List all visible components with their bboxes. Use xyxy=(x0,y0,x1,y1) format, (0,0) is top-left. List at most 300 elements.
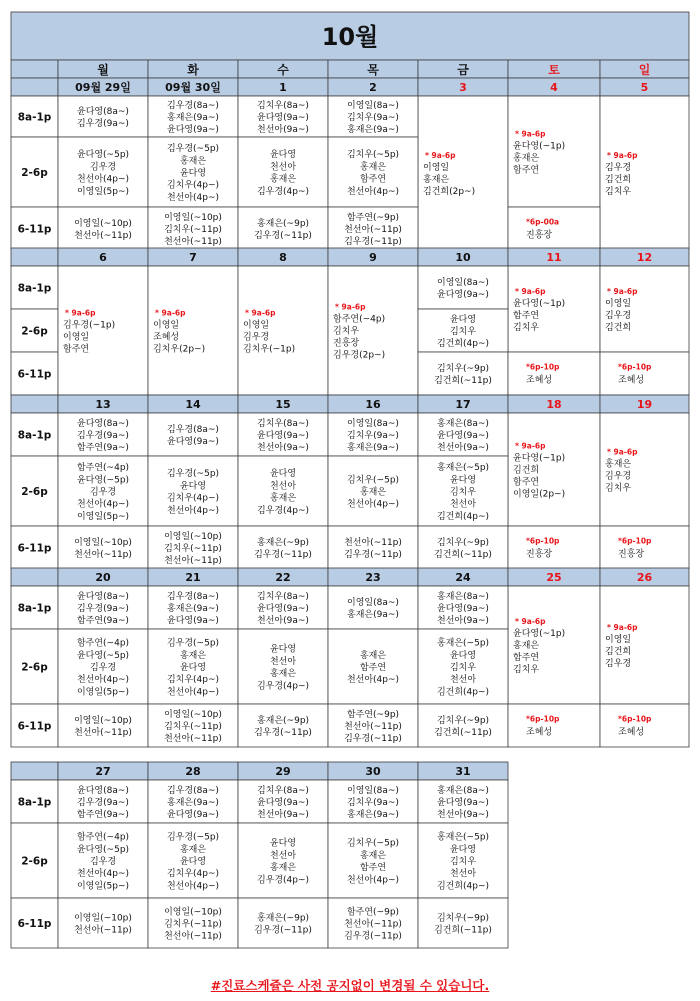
doctor-name: 김치우 xyxy=(449,487,477,498)
schedule-cell xyxy=(600,704,689,747)
doctor-name: 윤다영 xyxy=(449,844,477,855)
doctor-name: 함주연(9a~) xyxy=(77,616,129,627)
date-label: 8 xyxy=(279,251,287,264)
doctor-name: 홍재은(9a~) xyxy=(167,113,219,123)
date-label: 27 xyxy=(95,765,111,778)
doctor-name: 윤다영(9a~) xyxy=(437,290,489,301)
doctor-name: 천선아(9a~) xyxy=(437,810,489,821)
doctor-name: 김우경(~11p) xyxy=(254,925,312,936)
doctor-name: 천선아(4p~) xyxy=(76,499,130,510)
doctor-name: 윤다영(9a~) xyxy=(167,810,219,821)
shift-time-note: *6p-00a xyxy=(526,217,560,227)
doctor-name: 김우경(9a~) xyxy=(77,798,129,808)
doctor-name: 천선아(4p~) xyxy=(166,192,220,203)
doctor-name: 김건희 xyxy=(513,465,540,476)
time-slot-label: 2-6p xyxy=(21,661,48,674)
date-label: 31 xyxy=(455,765,471,778)
time-slot-label: 8a-1p xyxy=(17,429,52,442)
date-label: 19 xyxy=(636,398,653,411)
date-label: 7 xyxy=(189,251,197,264)
merged-day-cell xyxy=(600,266,689,352)
doctor-name: 김치우(2p~) xyxy=(153,344,206,355)
doctor-name: 김우경 xyxy=(605,311,632,321)
doctor-name: 천선아(~11p) xyxy=(344,919,402,930)
doctor-name: 김우경(4p~) xyxy=(256,186,310,197)
shift-time-note: * 9a-6p xyxy=(607,287,638,296)
date-label: 3 xyxy=(459,81,467,94)
weekday-label: 토 xyxy=(548,63,560,77)
doctor-name: 윤다영(~1p) xyxy=(513,453,566,464)
date-label: 21 xyxy=(185,571,201,584)
doctor-name: 홍재은(~5p) xyxy=(436,832,490,843)
doctor-name: 홍재은 xyxy=(359,650,387,661)
doctor-name: 이영일(5p~) xyxy=(76,881,130,892)
shift-time-note: * 9a-6p xyxy=(335,302,366,312)
doctor-name: 김치우(4p~) xyxy=(166,180,220,191)
doctor-name: 김치우 xyxy=(513,323,540,333)
doctor-name: 홍재은 xyxy=(359,162,387,173)
doctor-name: 천선아(~11p) xyxy=(164,237,222,248)
doctor-name: 윤다영 xyxy=(179,857,207,867)
merged-day-cell xyxy=(600,586,689,704)
doctor-name: 김치우(~9p) xyxy=(436,537,490,548)
doctor-name: 김치우(8a~) xyxy=(257,591,309,602)
doctor-name: 김우경(8a~) xyxy=(167,785,219,796)
shift-time-note: * 9a-6p xyxy=(515,129,546,139)
doctor-name: 천선아(4p~) xyxy=(346,875,400,886)
doctor-name: 조혜성 xyxy=(153,332,180,343)
shift-time-note: * 9a-6p xyxy=(245,308,276,318)
weekday-label: 일 xyxy=(638,63,651,77)
date-label: 4 xyxy=(550,81,558,94)
shift-time-note: * 9a-6p xyxy=(155,308,186,318)
date-label: 17 xyxy=(455,398,471,411)
date-label: 26 xyxy=(636,571,653,584)
doctor-name: 김건희(~11p) xyxy=(434,550,492,561)
weekday-label: 금 xyxy=(457,63,469,77)
doctor-name: 함주연(9a~) xyxy=(77,443,129,454)
doctor-name: 윤다영 xyxy=(449,650,477,661)
doctor-name: 천선아(~11p) xyxy=(164,931,222,942)
doctor-name: 홍재은(~5p) xyxy=(436,638,490,649)
shift-time-note: * 9a-6p xyxy=(607,447,638,457)
doctor-name: 천선아(~11p) xyxy=(164,734,222,745)
doctor-name: 김우경(~11p) xyxy=(344,734,402,745)
doctor-name: 함주연 xyxy=(513,311,540,321)
doctor-name: 김우경(8a~) xyxy=(167,424,219,435)
notice-text: #진료스케쥴은 사전 공지없이 변경될 수 있습니다. xyxy=(210,978,490,993)
doctor-name: 천선아(9a~) xyxy=(437,616,489,627)
doctor-name: 김우경(~11p) xyxy=(344,550,402,561)
time-slot-label: 2-6p xyxy=(21,855,48,868)
doctor-name: 윤다영(~5p) xyxy=(76,844,130,855)
doctor-name: 김우경(2p~) xyxy=(333,350,386,361)
doctor-name: 이영일 xyxy=(63,332,90,343)
doctor-name: 이영일(~10p) xyxy=(164,531,222,542)
merged-day-cell xyxy=(418,96,508,250)
doctor-name: 윤다영(~1p) xyxy=(513,141,566,152)
date-label: 16 xyxy=(365,398,381,411)
doctor-name: 함주연(~4p) xyxy=(76,463,130,474)
time-slot-label: 6-11p xyxy=(17,368,52,381)
date-label: 09월 29일 xyxy=(75,81,131,94)
doctor-name: 홍재은 xyxy=(269,669,297,680)
date-label: 12 xyxy=(636,251,653,264)
doctor-name: 김우경(~11p) xyxy=(344,237,402,248)
doctor-name: 천선아 xyxy=(449,675,477,686)
doctor-name: 천선아 xyxy=(269,481,297,492)
doctor-name: 김우경(9a~) xyxy=(77,431,129,441)
doctor-name: 윤다영(9a~) xyxy=(437,798,489,808)
doctor-name: 윤다영(8a~) xyxy=(77,418,129,429)
doctor-name: 홍재은(9a~) xyxy=(347,810,399,821)
shift-time-note: *6p-10p xyxy=(618,714,652,724)
doctor-name: 김치우(9a~) xyxy=(347,798,399,808)
doctor-name: 김치우(~11p) xyxy=(164,722,222,732)
doctor-name: 윤다영(~5p) xyxy=(76,475,130,486)
doctor-name: 김우경(~5p) xyxy=(166,144,220,155)
doctor-name: 천선아(~11p) xyxy=(74,728,132,739)
date-header-blank xyxy=(11,568,58,586)
doctor-name: 천선아 xyxy=(269,656,297,667)
doctor-name: 이영일 xyxy=(243,320,270,331)
doctor-name: 김우경 xyxy=(605,163,632,173)
doctor-name: 홍재은(~9p) xyxy=(256,218,310,229)
doctor-name: 진흥장 xyxy=(618,549,645,560)
doctor-name: 김치우(~5p) xyxy=(346,838,400,849)
schedule-cell xyxy=(508,352,600,395)
doctor-name: 김우경(4p~) xyxy=(256,875,310,886)
doctor-name: 이영일(8a~) xyxy=(347,785,399,796)
doctor-name: 김우경(~11p) xyxy=(254,728,312,739)
doctor-name: 천선아(~11p) xyxy=(74,231,132,242)
doctor-name: 윤다영(9a~) xyxy=(437,431,489,441)
doctor-name: 홍재은 xyxy=(359,487,387,498)
doctor-name: 윤다영(8a~) xyxy=(77,785,129,796)
doctor-name: 홍재은(8a~) xyxy=(437,418,489,429)
doctor-name: 김우경(4p~) xyxy=(256,681,310,692)
schedule-cell xyxy=(600,352,689,395)
doctor-name: 조혜성 xyxy=(526,375,553,386)
doctor-name: 천선아(~11p) xyxy=(74,550,132,561)
date-label: 14 xyxy=(185,398,201,411)
doctor-name: 김우경(9a~) xyxy=(77,119,129,130)
doctor-name: 이영일(5p~) xyxy=(76,511,130,522)
doctor-name: 이영일(5p~) xyxy=(76,186,130,197)
doctor-name: 김치우 xyxy=(513,665,540,675)
doctor-name: 김치우(4p~) xyxy=(166,493,220,504)
date-label: 15 xyxy=(275,398,291,411)
month-title: 10월 xyxy=(321,23,379,51)
doctor-name: 홍재은(9a~) xyxy=(167,798,219,808)
doctor-name: 조혜성 xyxy=(618,375,645,386)
date-label: 10 xyxy=(455,251,471,264)
doctor-name: 홍재은 xyxy=(513,641,540,651)
doctor-name: 조혜성 xyxy=(618,727,645,738)
merged-day-cell xyxy=(508,266,600,352)
date-label: 30 xyxy=(365,765,381,778)
time-slot-label: 8a-1p xyxy=(17,796,52,809)
doctor-name: 천선아(~11p) xyxy=(344,722,402,732)
time-slot-label: 2-6p xyxy=(21,325,48,338)
doctor-name: 김건희(~11p) xyxy=(434,925,492,936)
date-label: 29 xyxy=(275,765,291,778)
doctor-name: 함주연 xyxy=(359,174,387,185)
date-label: 6 xyxy=(99,251,107,264)
doctor-name: 김치우(8a~) xyxy=(257,100,309,111)
doctor-name: 김건희 xyxy=(605,647,632,657)
doctor-name: 홍재은 xyxy=(269,863,297,874)
doctor-name: 윤다영(8a~) xyxy=(77,591,129,602)
doctor-name: 김치우(9a~) xyxy=(347,113,399,123)
time-slot-label: 6-11p xyxy=(17,918,52,930)
shift-time-note: *6p-10p xyxy=(618,536,652,546)
doctor-name: 함주연(9a~) xyxy=(77,810,129,821)
doctor-name: 김우경(9a~) xyxy=(77,604,129,614)
doctor-name: 윤다영(9a~) xyxy=(257,604,309,614)
doctor-name: 이영일(8a~) xyxy=(437,277,489,288)
doctor-name: 김우경(8a~) xyxy=(167,591,219,602)
doctor-name: 김치우 xyxy=(449,663,477,673)
doctor-name: 윤다영(9a~) xyxy=(167,125,219,136)
weekday-header-blank xyxy=(11,60,58,78)
date-header-blank xyxy=(11,762,58,780)
doctor-name: 김치우(~11p) xyxy=(164,919,222,930)
merged-day-cell xyxy=(148,266,238,395)
date-label: 18 xyxy=(546,398,562,411)
doctor-name: 김우경(4p~) xyxy=(256,505,310,516)
doctor-name: 김우경(~11p) xyxy=(344,931,402,942)
doctor-name: 천선아(~11p) xyxy=(74,925,132,936)
doctor-name: 김치우(~11p) xyxy=(164,225,222,235)
doctor-name: 천선아(~11p) xyxy=(344,225,402,235)
doctor-name: 진흥장 xyxy=(526,230,553,241)
time-slot-label: 2-6p xyxy=(21,167,48,179)
doctor-name: 함주연(~4p) xyxy=(76,832,130,843)
doctor-name: 김치우(4p~) xyxy=(166,675,220,686)
doctor-name: 윤다영 xyxy=(179,663,207,673)
doctor-name: 김치우(~1p) xyxy=(243,344,296,355)
doctor-name: 윤다영(9a~) xyxy=(257,431,309,441)
doctor-name: 천선아(4p~) xyxy=(166,687,220,698)
doctor-name: 천선아(4p~) xyxy=(76,675,130,686)
doctor-name: 윤다영(9a~) xyxy=(167,437,219,448)
merged-day-cell xyxy=(238,266,328,395)
doctor-name: 함주연(~4p) xyxy=(333,314,386,325)
date-header-blank xyxy=(11,395,58,413)
doctor-name: 김우경 xyxy=(605,471,632,482)
doctor-name: 천선아(4p~) xyxy=(76,869,130,880)
shift-time-note: * 9a-6p xyxy=(425,151,456,160)
doctor-name: 천선아(~11p) xyxy=(164,556,222,567)
doctor-name: 이영일(~10p) xyxy=(164,709,222,720)
doctor-name: 김건희 xyxy=(605,323,632,333)
doctor-name: 김건희(4p~) xyxy=(436,687,490,698)
doctor-name: 김우경(~11p) xyxy=(254,231,312,242)
doctor-name: 이영일(~10p) xyxy=(74,715,132,726)
date-label: 9 xyxy=(369,251,377,264)
date-header-blank xyxy=(11,78,58,96)
time-slot-label: 6-11p xyxy=(17,542,52,555)
doctor-name: 김치우(8a~) xyxy=(257,785,309,796)
doctor-name: 천선아(4p~) xyxy=(346,675,400,686)
doctor-name: 홍재은(~9p) xyxy=(256,537,310,548)
merged-day-cell xyxy=(600,96,689,250)
merged-day-cell xyxy=(600,413,689,526)
doctor-name: 이영일(~10p) xyxy=(74,537,132,548)
doctor-name: 김건희(4p~) xyxy=(436,881,490,892)
date-label: 13 xyxy=(95,398,111,411)
doctor-name: 김치우(~9p) xyxy=(436,715,490,726)
doctor-name: 홍재은 xyxy=(605,459,632,470)
doctor-name: 김치우(9a~) xyxy=(347,431,399,441)
doctor-name: 홍재은 xyxy=(179,156,207,167)
doctor-name: 홍재은 xyxy=(269,174,297,185)
doctor-name: 이영일(~10p) xyxy=(74,913,132,924)
doctor-name: 윤다영 xyxy=(269,150,297,161)
date-label: 28 xyxy=(185,765,201,778)
doctor-name: 함주연(~9p) xyxy=(346,212,400,223)
doctor-name: 홍재은(9a~) xyxy=(347,125,399,136)
doctor-name: 이영일(2p~) xyxy=(513,489,566,500)
doctor-name: 윤다영(9a~) xyxy=(257,113,309,123)
doctor-name: 김치우 xyxy=(333,326,360,337)
doctor-name: 조혜성 xyxy=(526,727,553,738)
doctor-name: 윤다영 xyxy=(269,838,297,849)
weekday-label: 화 xyxy=(187,63,199,77)
doctor-name: 김치우(8a~) xyxy=(257,418,309,429)
doctor-name: 함주연(~9p) xyxy=(346,907,400,918)
doctor-name: 윤다영(~5p) xyxy=(76,650,130,661)
doctor-name: 김우경(~5p) xyxy=(166,638,220,649)
doctor-name: 함주연(~4p) xyxy=(76,638,130,649)
doctor-name: 홍재은(~5p) xyxy=(436,463,490,474)
date-label: 11 xyxy=(546,251,562,264)
date-header-blank xyxy=(11,248,58,266)
doctor-name: 천선아(9a~) xyxy=(257,616,309,627)
doctor-name: 홍재은(9a~) xyxy=(347,443,399,454)
doctor-name: 김건희(~11p) xyxy=(434,728,492,739)
doctor-name: 이영일 xyxy=(153,320,180,331)
doctor-name: 천선아 xyxy=(269,162,297,173)
doctor-name: 김치우(~9p) xyxy=(436,913,490,924)
doctor-name: 김우경(~5p) xyxy=(166,832,220,843)
doctor-name: 천선아 xyxy=(269,850,297,861)
doctor-name: 김우경(~11p) xyxy=(254,550,312,561)
doctor-name: 함주연 xyxy=(513,165,540,176)
date-label: 09월 30일 xyxy=(165,81,221,94)
date-label: 1 xyxy=(279,81,287,94)
doctor-name: 윤다영(9a~) xyxy=(167,616,219,627)
doctor-name: 천선아(~11p) xyxy=(344,537,402,548)
doctor-name: 이영일(~10p) xyxy=(164,907,222,918)
doctor-name: 천선아 xyxy=(449,499,477,510)
doctor-name: 함주연 xyxy=(513,653,540,663)
schedule-cell xyxy=(508,526,600,569)
doctor-name: 천선아(4p~) xyxy=(76,174,130,185)
doctor-name: 천선아 xyxy=(449,869,477,880)
doctor-name: 천선아(4p~) xyxy=(166,881,220,892)
doctor-name: 함주연 xyxy=(513,477,540,488)
doctor-name: 홍재은 xyxy=(269,493,297,504)
doctor-name: 김우경 xyxy=(89,487,117,498)
date-label: 25 xyxy=(546,571,562,584)
doctor-name: 진흥장 xyxy=(333,338,360,349)
doctor-name: 이영일(8a~) xyxy=(347,597,399,608)
doctor-name: 김치우 xyxy=(449,857,477,867)
doctor-name: 윤다영 xyxy=(449,314,477,325)
doctor-name: 함주연 xyxy=(359,863,387,874)
doctor-name: 윤다영(~5p) xyxy=(76,150,130,161)
date-label: 2 xyxy=(369,81,377,94)
doctor-name: 김건희(4p~) xyxy=(436,511,490,522)
doctor-name: 윤다영(~1p) xyxy=(513,299,566,309)
schedule-cell xyxy=(508,704,600,747)
doctor-name: 김치우 xyxy=(605,187,632,197)
doctor-name: 김우경 xyxy=(605,659,632,669)
doctor-name: 김치우(~9p) xyxy=(436,363,490,374)
doctor-name: 진흥장 xyxy=(526,549,553,560)
time-slot-label: 6-11p xyxy=(17,720,52,733)
doctor-name: 이영일 xyxy=(423,163,450,173)
doctor-name: 김우경(~5p) xyxy=(166,469,220,480)
time-slot-label: 8a-1p xyxy=(17,282,52,295)
doctor-name: 함주연(~9p) xyxy=(346,709,400,720)
date-label: 24 xyxy=(455,571,471,584)
shift-time-note: * 9a-6p xyxy=(515,441,546,451)
merged-day-cell xyxy=(58,266,148,395)
doctor-name: 윤다영 xyxy=(179,481,207,492)
doctor-name: 천선아(4p~) xyxy=(346,186,400,197)
shift-time-note: * 9a-6p xyxy=(515,287,546,296)
weekday-label: 월 xyxy=(97,63,109,77)
doctor-name: 김우경 xyxy=(89,857,117,867)
doctor-name: 이영일 xyxy=(605,635,632,645)
doctor-name: 김치우(~5p) xyxy=(346,150,400,161)
weekday-label: 목 xyxy=(367,63,379,77)
shift-time-note: *6p-10p xyxy=(618,362,652,372)
doctor-name: 김우경(~1p) xyxy=(63,320,116,331)
doctor-name: 윤다영 xyxy=(269,469,297,480)
doctor-name: 이영일(5p~) xyxy=(76,687,130,698)
doctor-name: 김우경(8a~) xyxy=(167,100,219,111)
date-label: 5 xyxy=(640,81,649,94)
date-label: 22 xyxy=(275,571,291,584)
doctor-name: 김치우 xyxy=(605,483,632,494)
shift-time-note: *6p-10p xyxy=(526,714,560,724)
doctor-name: 천선아(9a~) xyxy=(257,125,309,136)
doctor-name: 김우경 xyxy=(243,332,270,343)
doctor-name: 이영일(~10p) xyxy=(74,218,132,229)
weekday-label: 수 xyxy=(277,63,289,77)
doctor-name: 김건희(~11p) xyxy=(434,376,492,387)
doctor-name: 홍재은(~9p) xyxy=(256,913,310,924)
schedule-cell xyxy=(508,207,600,250)
doctor-name: 윤다영(9a~) xyxy=(437,604,489,614)
shift-time-note: * 9a-6p xyxy=(607,151,638,160)
date-label: 23 xyxy=(365,571,381,584)
doctor-name: 김치우(4p~) xyxy=(166,869,220,880)
doctor-name: 홍재은 xyxy=(423,175,450,185)
doctor-name: 김우경 xyxy=(89,663,117,673)
doctor-name: 천선아(9a~) xyxy=(437,443,489,454)
doctor-name: 홍재은(9a~) xyxy=(167,604,219,614)
schedule-cell xyxy=(600,526,689,569)
doctor-name: 윤다영(~1p) xyxy=(513,629,566,639)
doctor-name: 홍재은 xyxy=(513,153,540,164)
time-slot-label: 6-11p xyxy=(17,223,52,236)
doctor-name: 천선아(4p~) xyxy=(346,499,400,510)
